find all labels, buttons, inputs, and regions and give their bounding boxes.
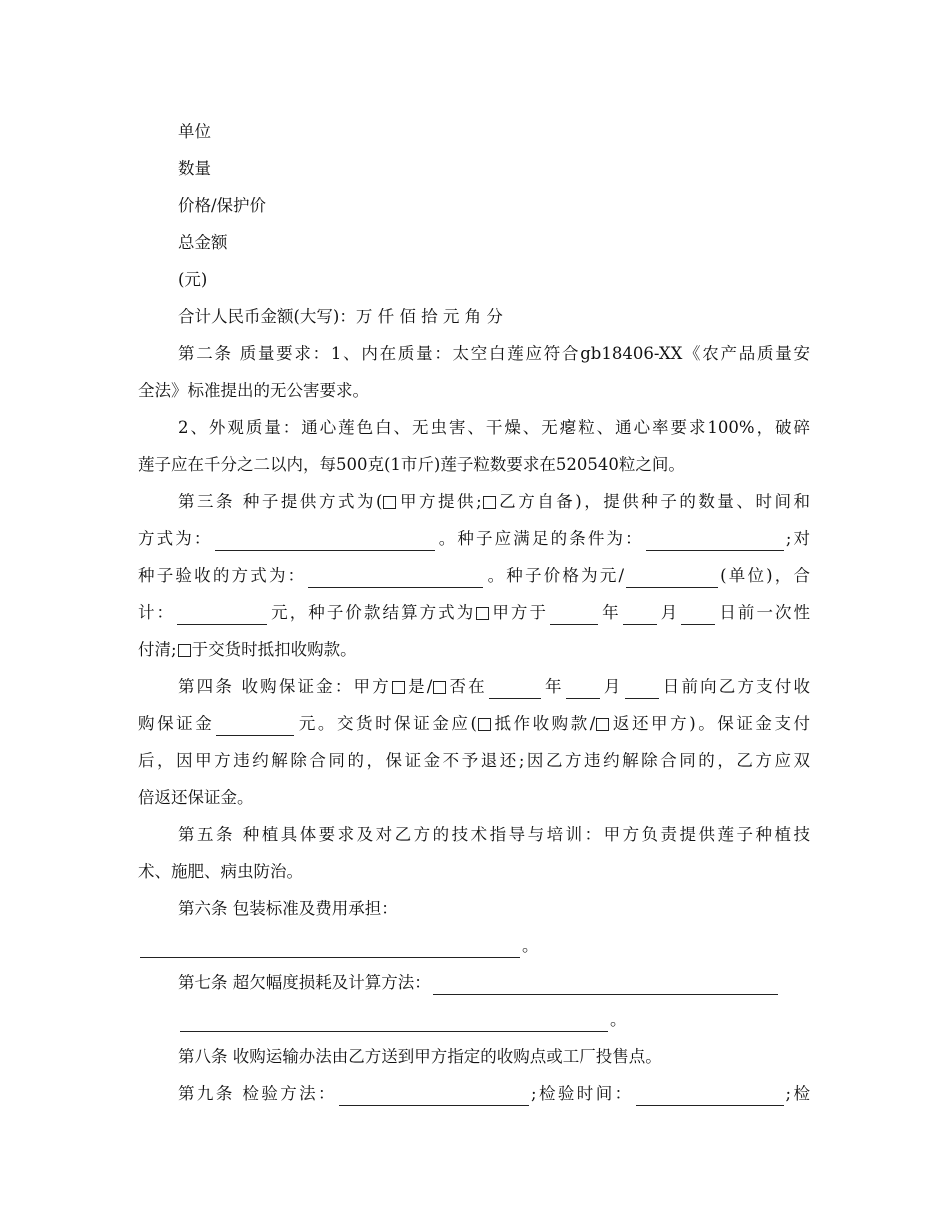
line-text: 倍返还保证金。 xyxy=(138,788,254,807)
text-line xyxy=(138,483,810,520)
line-text: 甲方于 xyxy=(490,603,549,622)
text-line xyxy=(138,335,810,372)
text-line xyxy=(138,853,810,890)
text-line xyxy=(138,779,810,816)
text-line xyxy=(138,927,810,964)
line-text: 总金额 xyxy=(178,233,228,252)
line-text: 全法》标准提出的无公害要求。 xyxy=(138,381,369,400)
line-text: 2、外观质量：通心莲色白、无虫害、干燥、无瘪粒、通心率要求100%，破碎 xyxy=(178,418,810,437)
fill-in-blank[interactable] xyxy=(681,602,715,625)
checkbox-icon[interactable] xyxy=(476,607,489,620)
line-text: 第六条 包装标准及费用承担： xyxy=(178,899,398,918)
line-text: 合计人民币金额(大写)：万 仟 佰 拾 元 角 分 xyxy=(178,307,503,326)
text-line xyxy=(138,150,810,187)
line-text: 年 xyxy=(542,677,564,696)
line-text: 。 xyxy=(610,1010,627,1029)
text-line xyxy=(138,372,810,409)
checkbox-icon[interactable] xyxy=(392,681,405,694)
fill-in-blank[interactable] xyxy=(550,602,598,625)
line-text: 。种子应满足的条件为： xyxy=(436,529,644,548)
text-line xyxy=(138,631,810,668)
line-text: 月 xyxy=(658,603,680,622)
text-line xyxy=(138,520,810,557)
line-text: 否在 xyxy=(447,677,487,696)
line-text: 第四条 收购保证金：甲方 xyxy=(178,677,391,696)
text-line xyxy=(138,409,810,446)
fill-in-blank[interactable] xyxy=(180,1009,608,1032)
line-text: 元，种子价款结算方式为 xyxy=(269,603,476,622)
text-line xyxy=(138,1001,810,1038)
line-text: 术、施肥、病虫防治。 xyxy=(138,862,303,881)
line-text: (元) xyxy=(178,270,208,289)
line-text: ;对 xyxy=(785,529,810,548)
line-text: 日前一次性 xyxy=(717,603,810,622)
line-text: 计： xyxy=(138,603,176,622)
fill-in-blank[interactable] xyxy=(636,1083,784,1106)
text-line xyxy=(138,594,810,631)
text-line xyxy=(138,1038,810,1075)
line-text: 月 xyxy=(601,677,623,696)
checkbox-icon[interactable] xyxy=(478,718,491,731)
fill-in-blank[interactable] xyxy=(646,528,784,551)
line-text: 第三条 种子提供方式为( xyxy=(178,492,383,511)
line-text: 日前向乙方支付收 xyxy=(660,677,810,696)
text-line xyxy=(138,742,810,779)
fill-in-blank[interactable] xyxy=(177,602,267,625)
text-line xyxy=(138,668,810,705)
text-line xyxy=(138,1075,810,1112)
text-line xyxy=(138,816,810,853)
line-text: 莲子应在千分之二以内，每500克(1市斤)莲子粒数要求在520540粒之间。 xyxy=(138,455,685,474)
fill-in-blank[interactable] xyxy=(433,972,778,995)
fill-in-blank[interactable] xyxy=(215,528,435,551)
line-text: 付清; xyxy=(138,640,177,659)
line-text: 数量 xyxy=(178,159,211,178)
text-line xyxy=(138,446,810,483)
line-text: 于交货时抵扣收购款。 xyxy=(191,640,357,659)
fill-in-blank[interactable] xyxy=(216,713,294,736)
fill-in-blank[interactable] xyxy=(489,676,541,699)
fill-in-blank[interactable] xyxy=(625,676,659,699)
text-line xyxy=(138,224,810,261)
line-text: 方式为： xyxy=(138,529,213,548)
checkbox-icon[interactable] xyxy=(596,718,609,731)
fill-in-blank[interactable] xyxy=(626,565,718,588)
text-line xyxy=(138,113,810,150)
line-text: 是/ xyxy=(405,677,433,696)
line-text: 后，因甲方违约解除合同的，保证金不予退还;因乙方违约解除合同的，乙方应双 xyxy=(138,751,810,770)
line-text: 乙方自备)，提供种子的数量、时间和 xyxy=(496,492,810,511)
line-text: (单位)，合 xyxy=(720,566,810,585)
line-text: 。 xyxy=(522,936,539,955)
line-text: 元。交货时保证金应( xyxy=(296,714,477,733)
fill-in-blank[interactable] xyxy=(566,676,600,699)
line-text: 第九条 检验方法： xyxy=(178,1084,337,1103)
text-line xyxy=(138,261,810,298)
fill-in-blank[interactable] xyxy=(308,565,483,588)
line-text: 返还甲方)。保证金支付 xyxy=(610,714,810,733)
fill-in-blank[interactable] xyxy=(140,935,520,958)
line-text: 抵作收购款/ xyxy=(491,714,596,733)
line-text: 年 xyxy=(600,603,621,622)
text-line xyxy=(138,705,810,742)
line-text: 第五条 种植具体要求及对乙方的技术指导与培训：甲方负责提供莲子种植技 xyxy=(178,825,810,844)
line-text: 第二条 质量要求：1、内在质量：太空白莲应符合gb18406-XX《农产品质量安 xyxy=(178,344,810,363)
line-text: ;检 xyxy=(785,1084,810,1103)
fill-in-blank[interactable] xyxy=(339,1083,529,1106)
checkbox-icon[interactable] xyxy=(483,496,496,509)
line-text: 单位 xyxy=(178,122,211,141)
checkbox-icon[interactable] xyxy=(433,681,446,694)
text-line xyxy=(138,557,810,594)
checkbox-icon[interactable] xyxy=(178,644,191,657)
line-text: 。种子价格为元/ xyxy=(485,566,625,585)
line-text: 购保证金 xyxy=(138,714,215,733)
contract-body xyxy=(138,113,810,1112)
text-line xyxy=(138,890,810,927)
line-text: 第七条 超欠幅度损耗及计算方法： xyxy=(178,973,431,992)
fill-in-blank[interactable] xyxy=(623,602,657,625)
line-text: 种子验收的方式为： xyxy=(138,566,307,585)
line-text: 价格/保护价 xyxy=(178,196,267,215)
text-line xyxy=(138,964,810,1001)
line-text: 甲方提供; xyxy=(397,492,482,511)
line-text: 第八条 收购运输办法由乙方送到甲方指定的收购点或工厂投售点。 xyxy=(178,1047,662,1066)
line-text: ;检验时间： xyxy=(530,1084,634,1103)
text-line xyxy=(138,298,810,335)
checkbox-icon[interactable] xyxy=(383,496,396,509)
text-line xyxy=(138,187,810,224)
